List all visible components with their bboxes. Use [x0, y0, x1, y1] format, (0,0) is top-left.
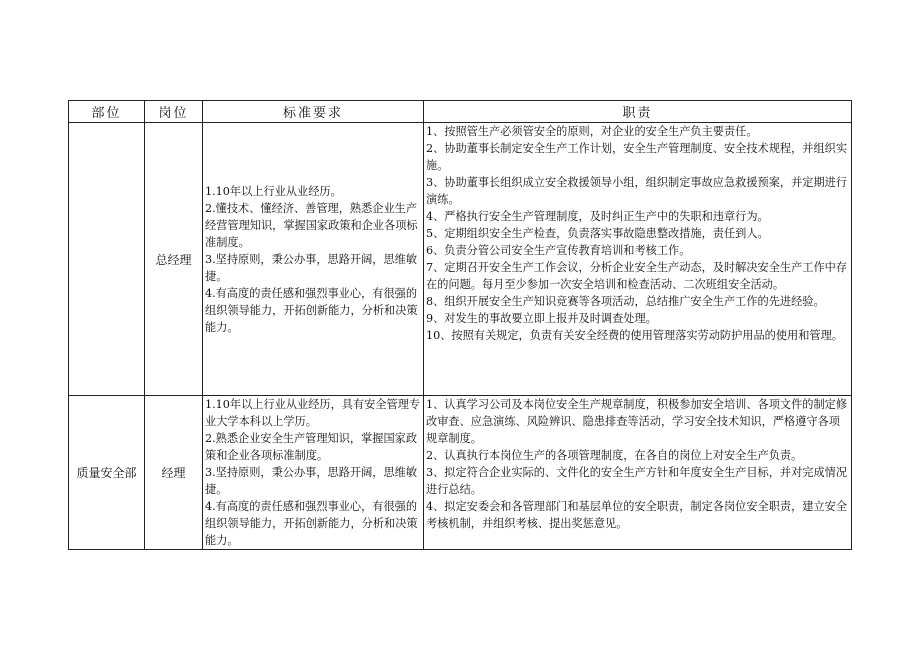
duty-item: 3、拟定符合企业实际的、文件化的安全生产方针和年度安全生产目标，并对完成情况进行总结。: [426, 466, 848, 496]
requirement-item: 4.有高度的责任感和强烈事业心，有很强的组织领导能力，开拓创新能力，分析和决策能力。: [205, 286, 418, 334]
duty-item: 6、负责分管公司安全生产宣传教育培训和考核工作。: [426, 244, 691, 257]
post-cell: 总经理: [145, 123, 203, 396]
header-duties: 职责: [424, 101, 852, 123]
header-requirements: 标准要求: [203, 101, 424, 123]
post-cell: 经理: [145, 396, 203, 550]
responsibility-table: [68, 100, 852, 550]
duty-item: 2、认真执行本岗位生产的各项管理制度，在各自的岗位上对安全生产负责。: [426, 449, 803, 462]
duties-cell: [424, 396, 852, 550]
header-row: [69, 101, 852, 123]
duty-item: 9、对发生的事故要立即上报并及时调查处理。: [426, 312, 657, 325]
duty-item: 1、认真学习公司及本岗位安全生产规章制度，积极参加安全培训、各项文件的制定修改审查、应急演练、风险辨识、隐患排查等活动，学习安全技术知识，严格遵守各项规章制度。: [426, 398, 848, 445]
duty-item: 10、按照有关规定，负责有关安全经费的使用管理落实劳动防护用品的使用和管理。: [426, 329, 843, 342]
requirements-cell: [203, 396, 424, 550]
requirement-item: 1.10年以上行业从业经历。: [205, 184, 342, 198]
dept-cell: 质量安全部: [69, 396, 145, 550]
requirements-cell: [203, 123, 424, 396]
table-row: [69, 123, 852, 396]
header-dept: 部位: [69, 101, 145, 123]
duty-item: 7、定期召开安全生产工作会议，分析企业安全生产动态，及时解决安全生产工作中存在的问题。每月至少参加一次安全培训和检查活动、二次班组安全活动。: [426, 261, 848, 291]
duty-item: 5、定期组织安全生产检查，负责落实事故隐患整改措施，责任到人。: [426, 227, 769, 240]
duty-item: 8、组织开展安全生产知识竞赛等各项活动，总结推广安全生产工作的先进经验。: [426, 295, 825, 308]
duty-item: 4、严格执行安全生产管理制度，及时纠正生产中的失职和违章行为。: [426, 210, 769, 223]
duty-item: 3、协助董事长组织成立安全救援领导小组，组织制定事故应急救援预案，并定期进行演练。: [426, 176, 848, 206]
duty-item: 2、协助董事长制定安全生产工作计划，安全生产管理制度、安全技术规程，并组织实施。: [426, 142, 848, 172]
requirement-item: 2.熟悉企业安全生产管理知识，掌握国家政策和企业各项标准制度。: [205, 432, 418, 462]
duty-item: 1、按照管生产必须管安全的原则，对企业的安全生产负主要责任。: [426, 125, 758, 138]
duties-cell: [424, 123, 852, 396]
requirement-item: 1.10年以上行业从业经历，具有安全管理专业大学本科以上学历。: [205, 398, 421, 428]
requirement-item: 3.坚持原则，秉公办事，思路开阔，思维敏捷。: [205, 252, 418, 283]
duty-item: 4、拟定安委会和各管理部门和基层单位的安全职责，制定各岗位安全职责，建立安全考核机制，并组织考核、提出奖惩意见。: [426, 500, 848, 530]
dept-cell: [69, 123, 145, 396]
table-row: [69, 396, 852, 550]
requirement-item: 2.懂技术、懂经济、善管理，熟悉企业生产经营管理知识，掌握国家政策和企业各项标准制度。: [205, 201, 418, 249]
requirement-item: 4.有高度的责任感和强烈事业心，有很强的组织领导能力，开拓创新能力，分析和决策能力。: [205, 500, 418, 547]
requirement-item: 3.坚持原则，秉公办事，思路开阔，思维敏捷。: [205, 466, 418, 496]
header-post: 岗位: [145, 101, 203, 123]
